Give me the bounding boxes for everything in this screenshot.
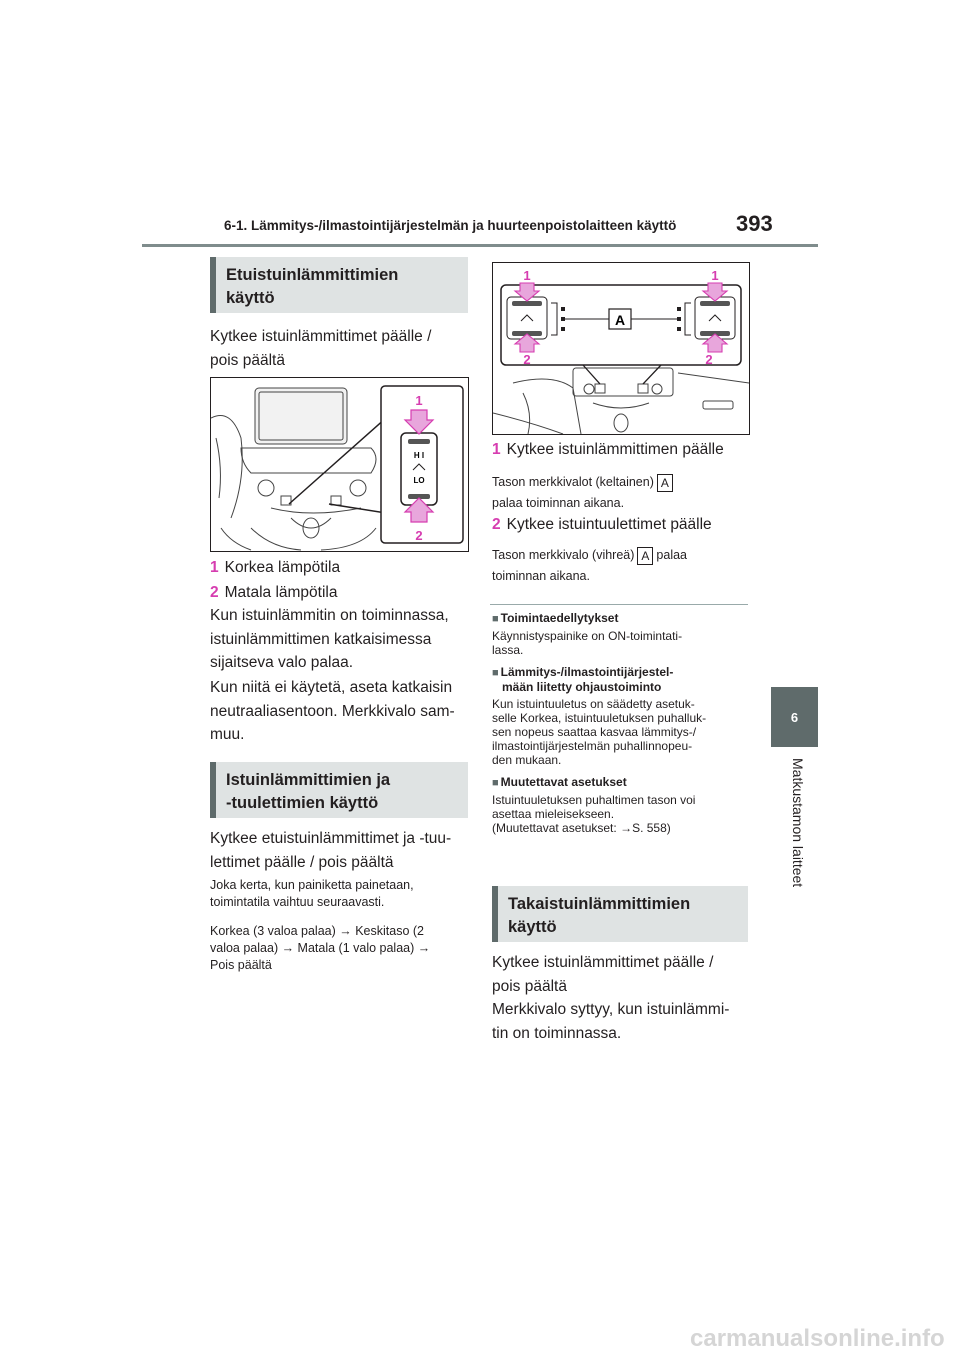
heading-line: -tuulettimien käyttö — [226, 794, 379, 812]
heading-line: käyttö — [226, 289, 275, 307]
watermark: carmanualsonline.info — [690, 1325, 945, 1352]
legend-text: Kytkee istuintuulettimet päälle — [506, 516, 712, 533]
heading-line: Etuistuinlämmittimien — [226, 266, 399, 284]
section-heading-front-seat-heaters — [210, 257, 468, 313]
legend-item — [210, 556, 470, 580]
note-title: ■ Toimintaedellytykset — [492, 611, 619, 625]
legend-item — [210, 581, 470, 605]
chapter-side-label — [786, 758, 806, 918]
note-text — [492, 472, 752, 514]
indicator-box-a: A — [657, 474, 673, 492]
legend-text: Matala lämpötila — [224, 583, 338, 601]
text-line: Korkea (3 valoa palaa) → Keskitaso (2 — [210, 924, 424, 938]
chapter-side-label-text: Matkustamon laitteet — [790, 758, 806, 888]
heading-line: Takaistuinlämmittimien — [508, 895, 691, 913]
info-notes — [492, 611, 754, 835]
indicator-box-a: A — [637, 547, 653, 565]
text-line: pois päältä — [210, 351, 285, 369]
text-line: toimintatila vaihtuu seuraavasti. — [210, 895, 385, 909]
intro-text — [210, 325, 470, 372]
legend-list — [210, 556, 470, 604]
text-line: pois päältä — [492, 977, 567, 995]
text-span: palaa — [656, 548, 688, 562]
ventilated-seat-figure — [492, 262, 750, 435]
text-line: Pois päältä — [210, 958, 272, 972]
text-span: Tason merkkivalo (vihreä) — [492, 548, 635, 562]
text-line: palaa toiminnan aikana. — [492, 496, 625, 510]
callout-2: 2 — [705, 352, 713, 367]
note-body: Kun istuintuuletus on säädetty asetuk- selle Korkea, istuintuuletuksen puhalluk- sen nopeus saattaa kasvaa lämmitys-/ ilmastointijärjestelmän puhallinnopeu- den mukaan. — [492, 697, 707, 767]
legend-text: Korkea lämpötila — [224, 559, 341, 576]
text-line: muu. — [210, 726, 245, 743]
legend-number: 2 — [210, 583, 219, 601]
text-line: istuinlämmittimen katkaisimessa — [210, 630, 432, 648]
text-line: toiminnan aikana. — [492, 569, 590, 583]
paragraph — [210, 604, 472, 675]
text-line: Kytkee istuinlämmittimet päälle / — [210, 328, 432, 345]
square-bullet-icon: ■ — [492, 667, 499, 679]
legend-item — [492, 438, 752, 462]
indicator-label-a: A — [614, 312, 626, 328]
legend-number: 1 — [492, 441, 501, 458]
control-panel-illustration — [493, 263, 749, 434]
note-title: ■ Lämmitys-/ilmastointijärjestel- mään liitetty ohjaustoiminto — [492, 665, 674, 694]
note-body: Istuintuuletuksen puhaltimen tason voi asettaa mieleisekseen. (Muutettavat asetukset: →S. 558) — [492, 793, 696, 835]
note-text — [210, 877, 472, 911]
note-text — [210, 923, 472, 974]
chapter-tab[interactable]: 6 — [771, 687, 818, 747]
callout-1: 1 — [711, 268, 719, 283]
page-number: 393 — [736, 211, 773, 236]
square-bullet-icon: ■ — [492, 613, 499, 625]
note-text — [492, 545, 752, 587]
text-span: Tason merkkivalot (keltainen) — [492, 475, 654, 489]
lo-label: LO — [413, 476, 425, 485]
text-line: Kun niitä ei käytetä, aseta katkaisin — [210, 679, 453, 696]
text-line: Kytkee etuistuinlämmittimet ja -tuu- — [210, 830, 452, 847]
text-line: neutraaliasentoon. Merkkivalo sam- — [210, 702, 455, 720]
note-title: ■ Muutettavat asetukset — [492, 775, 627, 789]
text-line: lettimet päälle / pois päältä — [210, 853, 394, 871]
heading-line: käyttö — [508, 918, 557, 936]
text-line: Kytkee istuinlämmittimet päälle / — [492, 954, 714, 971]
text-line: Merkkivalo syttyy, kun istuinlämmi- — [492, 1001, 730, 1018]
front-seat-heater-figure — [210, 377, 469, 552]
callout-2: 2 — [415, 528, 423, 543]
legend-number: 2 — [492, 516, 501, 533]
intro-text — [210, 827, 472, 874]
hi-label: H I — [413, 451, 425, 460]
text-line: tin on toiminnassa. — [492, 1024, 622, 1042]
chapter-title: 6-1. Lämmitys-/ilmastointijärjestelmän ja huurteenpoistolaitteen käyttö — [224, 218, 677, 233]
paragraph — [210, 676, 472, 747]
dashboard-illustration — [211, 378, 468, 551]
section-heading-heaters-and-fans — [210, 762, 468, 818]
legend-item — [492, 513, 752, 537]
callout-1: 1 — [523, 268, 531, 283]
square-bullet-icon: ■ — [492, 777, 499, 789]
section-heading-rear-seat-heaters — [492, 886, 748, 942]
text-line: Kun istuinlämmitin on toiminnassa, — [210, 607, 449, 624]
callout-1: 1 — [415, 393, 423, 408]
paragraph — [492, 998, 754, 1045]
callout-2: 2 — [523, 352, 531, 367]
text-line: sijaitseva valo palaa. — [210, 654, 354, 671]
text-line: valoa palaa) → Matala (1 valo palaa) → — [210, 941, 431, 955]
header-divider — [142, 244, 818, 247]
text-line: Joka kerta, kun painiketta painetaan, — [210, 878, 414, 892]
section-divider — [490, 604, 748, 605]
heading-line: Istuinlämmittimien ja — [226, 771, 391, 789]
legend-number: 1 — [210, 559, 219, 576]
paragraph — [492, 951, 754, 998]
note-body: Käynnistyspainike on ON-toimintati- lassa. — [492, 629, 683, 657]
legend-text: Kytkee istuinlämmittimen päälle — [506, 441, 724, 458]
